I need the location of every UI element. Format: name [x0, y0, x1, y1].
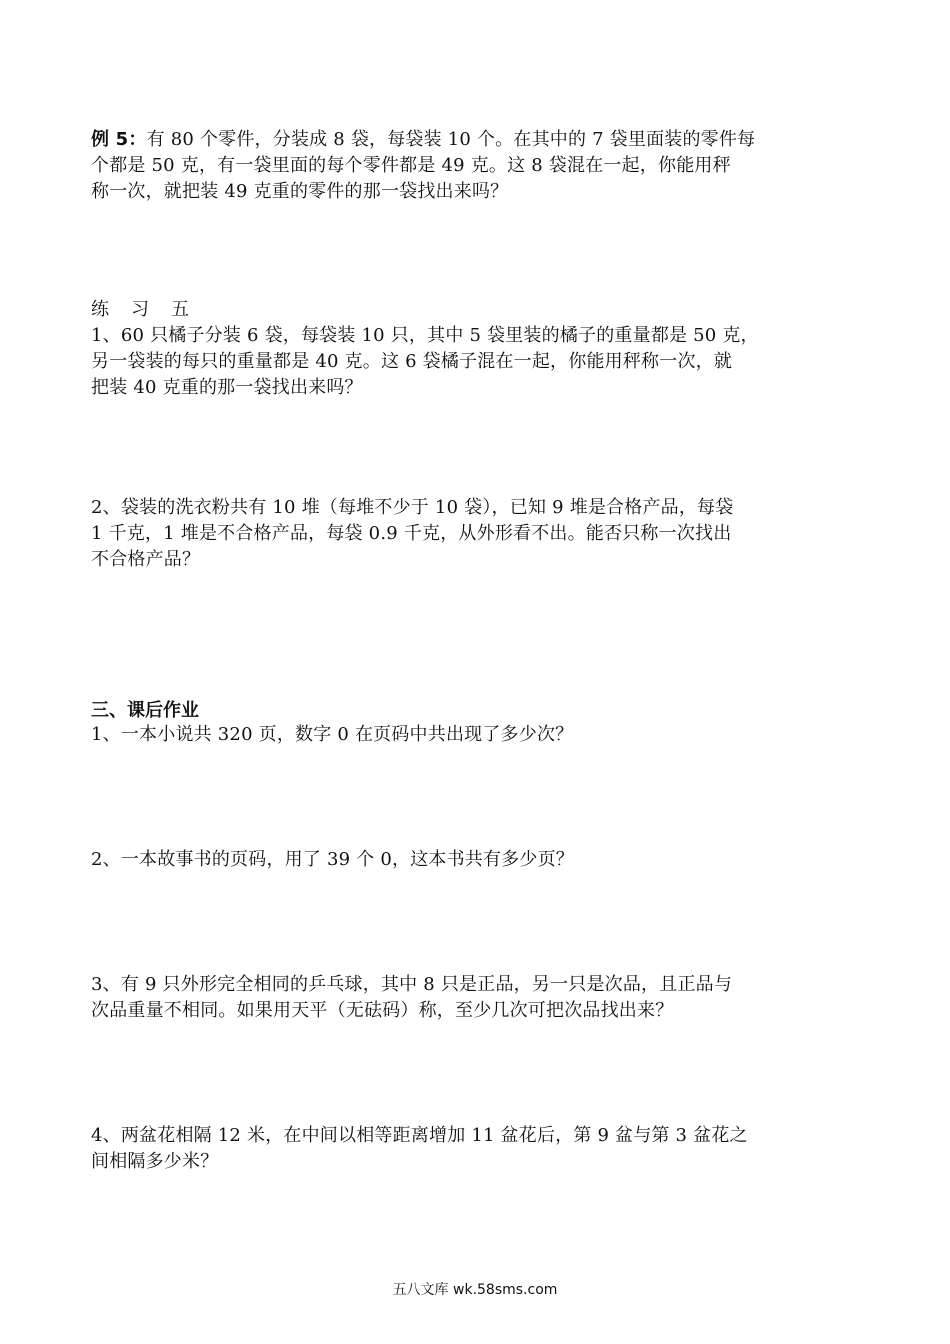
homework-q4-line-2: 间相隔多少米？: [91, 1151, 219, 1172]
homework-q2-line-1: 2、一本故事书的页码，用了 39 个 0，这本书共有多少页？: [91, 849, 574, 870]
example-5-line-3: 称一次，就把装 49 克重的零件的那一袋找出来吗？: [91, 181, 509, 202]
page-footer: 五八文库 wk.58sms.com: [392, 1282, 558, 1298]
practice-question-1: [91, 323, 863, 401]
practice-q2-line-1: 2、袋装的洗衣粉共有 10 堆（每堆不少于 10 袋），已知 9 堆是合格产品，每袋: [91, 497, 734, 518]
example-5-label: 例 5：: [91, 129, 147, 150]
homework-q4-line-1: 4、两盆花相隔 12 米，在中间以相等距离增加 11 盆花后，第 9 盆与第 3 盆花之: [91, 1125, 748, 1146]
homework-question-1: [91, 722, 863, 748]
practice-q1-line-1: 1、60 只橘子分装 6 袋，每袋装 10 只，其中 5 袋里装的橘子的重量都是 50 克，: [91, 325, 759, 346]
example-5-line-1: 例 5：有 80 个零件，分装成 8 袋，每袋装 10 个。在其中的 7 袋里面装的零件每: [91, 129, 756, 150]
homework-question-3: [91, 972, 863, 1024]
practice-q1-line-3: 把装 40 克重的那一袋找出来吗？: [91, 377, 363, 398]
practice-title: 练习五: [91, 299, 211, 320]
homework-q1-line-1: 1、一本小说共 320 页，数字 0 在页码中共出现了多少次？: [91, 724, 574, 745]
homework-q3-line-1: 3、有 9 只外形完全相同的乒乓球，其中 8 只是正品，另一只是次品，且正品与: [91, 974, 733, 995]
homework-question-2: [91, 847, 863, 873]
practice-q2-line-2: 1 千克，1 堆是不合格产品，每袋 0.9 千克，从外形看不出。能否只称一次找出: [91, 523, 732, 544]
example-5: [91, 127, 863, 205]
practice-question-2: [91, 495, 863, 573]
homework-question-4: [91, 1123, 863, 1175]
homework-title: 三、课后作业: [91, 700, 199, 721]
practice-q1-line-2: 另一袋装的每只的重量都是 40 克。这 6 袋橘子混在一起，你能用秤称一次，就: [91, 351, 733, 372]
example-5-line-2: 个都是 50 克，有一袋里面的每个零件都是 49 克。这 8 袋混在一起，你能用秤: [91, 155, 731, 176]
homework-q3-line-2: 次品重量不相同。如果用天平（无砝码）称，至少几次可把次品找出来？: [91, 1000, 674, 1021]
practice-q2-line-3: 不合格产品？: [91, 549, 201, 570]
